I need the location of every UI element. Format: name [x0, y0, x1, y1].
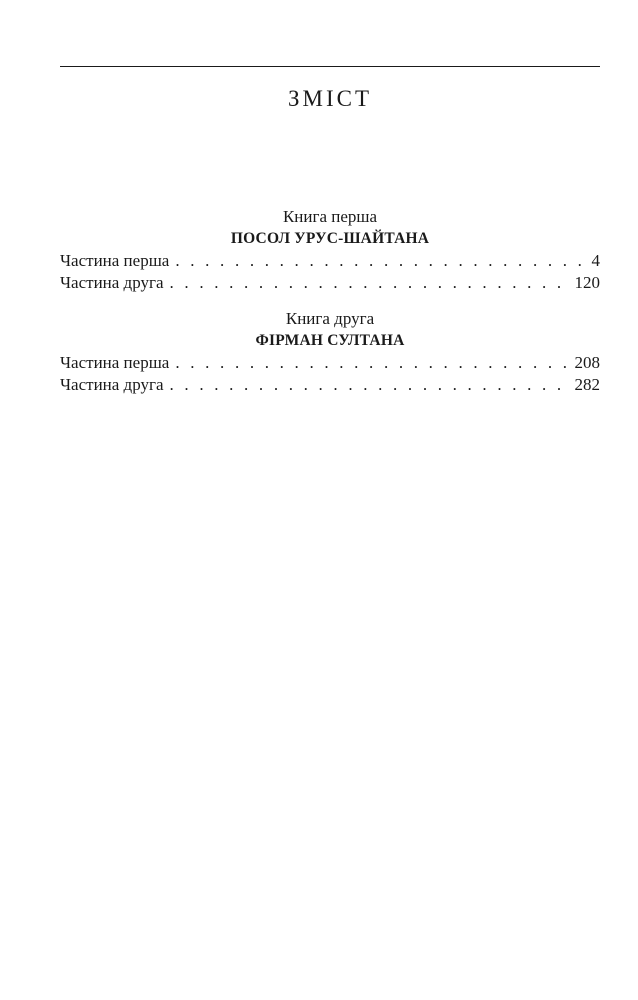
section-spacer [60, 294, 600, 308]
toc-entry-page: 4 [591, 251, 600, 270]
toc-entry-page: 282 [574, 375, 600, 394]
book-title: ФІРМАН СУЛТАНА [255, 332, 405, 349]
book-label: Книга перша [282, 207, 378, 226]
toc-entry[interactable] [60, 352, 600, 374]
book-label: Книга друга [285, 309, 375, 328]
dot-leader [170, 272, 573, 294]
top-rule [60, 66, 600, 67]
dot-leader [175, 250, 589, 272]
toc-entry[interactable] [60, 250, 600, 272]
page-title: ЗМІСТ [287, 86, 373, 111]
book-section-2 [60, 308, 600, 396]
toc-entry-page: 208 [574, 353, 600, 372]
toc-entry[interactable] [60, 374, 600, 396]
toc-entry-label: Частина перша [60, 353, 170, 372]
toc-entry-page: 120 [574, 273, 600, 292]
toc-entry[interactable] [60, 272, 600, 294]
dot-leader [170, 374, 573, 396]
book-section-1 [60, 206, 600, 294]
toc-entry-label: Частина друга [60, 273, 164, 292]
book-title: ПОСОЛ УРУС-ШАЙТАНА [230, 230, 430, 247]
dot-leader [175, 352, 572, 374]
toc-entry-label: Частина друга [60, 375, 164, 394]
table-of-contents [60, 206, 600, 396]
toc-entry-label: Частина перша [60, 251, 170, 270]
